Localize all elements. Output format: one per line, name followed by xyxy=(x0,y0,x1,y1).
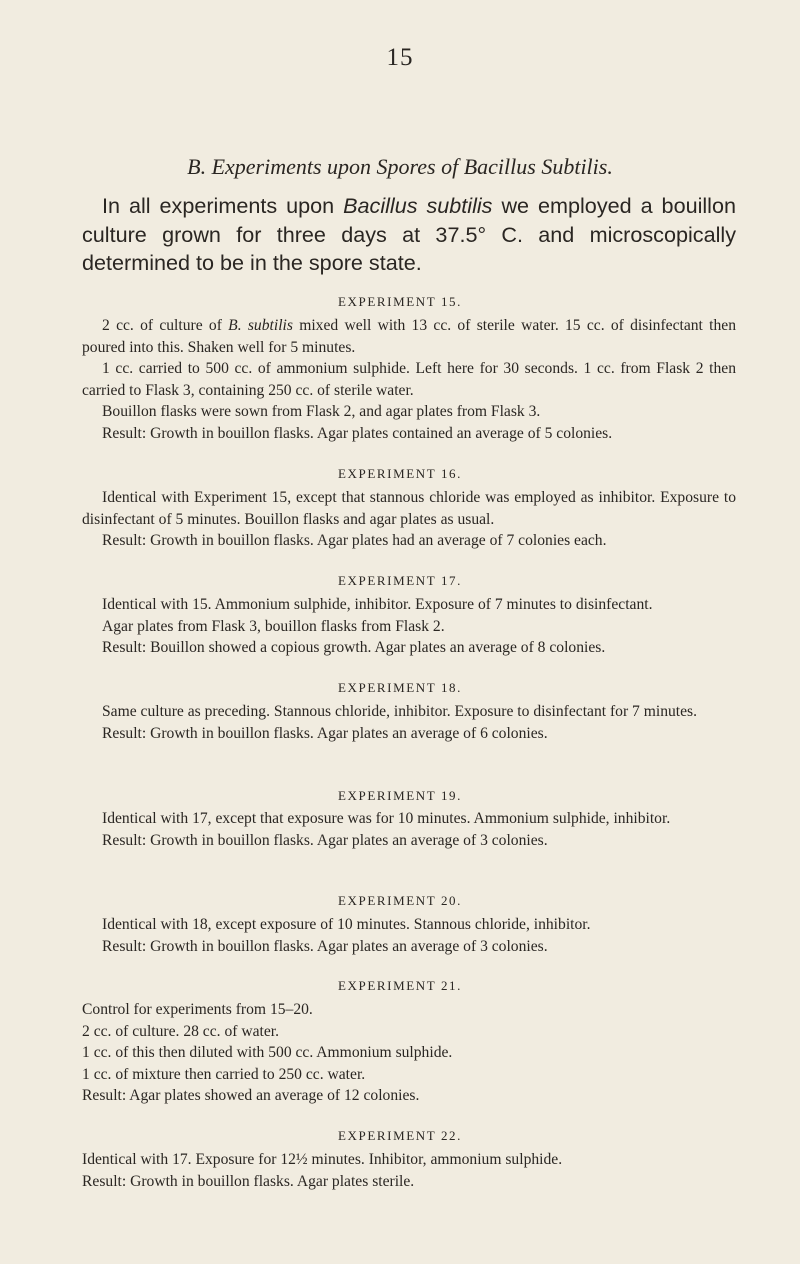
experiment-22-heading: EXPERIMENT 22. xyxy=(338,1128,462,1143)
experiment-17-result: Result: Bouillon showed a copious growth. Agar plates an average of 8 colonies. xyxy=(102,639,606,656)
experiment-15-result: Result: Growth in bouillon flasks. Agar plates contained an average of 5 colonies. xyxy=(102,424,613,442)
experiment-16-heading: EXPERIMENT 16. xyxy=(338,466,462,481)
experiment-22-result: Result: Growth in bouillon flasks. Agar plates sterile. xyxy=(82,1172,415,1190)
section-title: B. Experiments upon Spores of Bacillus Subtilis. xyxy=(187,154,613,179)
experiment-21-paragraph: 1 cc. of mixture then carried to 250 cc. water. xyxy=(82,1065,366,1083)
experiment-15-paragraph: Bouillon flasks were sown from Flask 2, and agar plates from Flask 3. xyxy=(102,403,541,420)
experiment-20-body xyxy=(82,914,736,957)
experiment-19-paragraph: Identical with 17, except that exposure was for 10 minutes. Ammonium sulphide, inhibitor. xyxy=(102,810,671,827)
intro-paragraph xyxy=(82,192,736,278)
experiment-21-heading: EXPERIMENT 21. xyxy=(338,978,462,993)
experiment-17-heading: EXPERIMENT 17. xyxy=(338,573,462,588)
experiment-17-paragraph: Agar plates from Flask 3, bouillon flasks from Flask 2. xyxy=(102,617,445,635)
experiment-21-result: Result: Agar plates showed an average of 12 colonies. xyxy=(82,1087,420,1104)
experiment-17-paragraph: Identical with 15. Ammonium sulphide, inhibitor. Exposure of 7 minutes to disinfectant. xyxy=(102,596,653,613)
experiment-18-paragraph: Same culture as preceding. Stannous chloride, inhibitor. Exposure to disinfectant for 7 minutes. xyxy=(102,703,698,720)
experiment-17-body xyxy=(82,594,736,659)
experiment-19-body xyxy=(82,808,736,851)
experiment-18-body xyxy=(82,701,736,744)
experiment-19-heading: EXPERIMENT 19. xyxy=(338,788,462,803)
experiment-20-result: Result: Growth in bouillon flasks. Agar plates an average of 3 colonies. xyxy=(102,937,548,955)
experiment-18-heading: EXPERIMENT 18. xyxy=(338,680,462,695)
page-number: 15 xyxy=(386,44,414,71)
experiment-21-paragraph: Control for experiments from 15–20. xyxy=(82,1001,313,1018)
experiment-15-species: B. subtilis xyxy=(228,317,293,334)
experiment-15-text-a: 2 cc. of culture of xyxy=(102,317,229,334)
experiment-20-heading: EXPERIMENT 20. xyxy=(338,893,462,908)
experiment-21-body xyxy=(82,999,736,1107)
experiment-19-result: Result: Growth in bouillon flasks. Agar plates an average of 3 colonies. xyxy=(102,831,548,849)
experiment-22-body xyxy=(82,1149,736,1192)
experiment-21-paragraph: 2 cc. of culture. 28 cc. of water. xyxy=(82,1022,280,1040)
experiment-15-body xyxy=(82,315,736,444)
intro-text-before: In all experiments upon xyxy=(102,193,344,218)
experiment-15-paragraph xyxy=(82,315,736,358)
experiment-16-result: Result: Growth in bouillon flasks. Agar plates had an average of 7 colonies each. xyxy=(102,532,607,549)
experiment-22-paragraph: Identical with 17. Exposure for 12½ minutes. Inhibitor, ammonium sulphide. xyxy=(82,1151,563,1168)
intro-text-after: we employed a bouillon culture grown for three days at 37.5° C. and microscopically determined to be in the spore state. xyxy=(82,193,736,275)
experiment-15-text-b: mixed well with 13 cc. of sterile water. 15 cc. of disinfectant then poured into this. Shaken well for 5 minutes. xyxy=(82,317,736,356)
experiment-15-paragraph: 1 cc. carried to 500 cc. of ammonium sulphide. Left here for 30 seconds. 1 cc. from Flask 2 then carried to Flask 3, containing 250 cc. of sterile water. xyxy=(82,360,736,399)
experiment-16-paragraph: Identical with Experiment 15, except that stannous chloride was employed as inhibitor. Exposure to disinfectant of 5 minutes. Bouillon flasks and agar plates as usual. xyxy=(82,489,736,528)
experiment-20-paragraph: Identical with 18, except exposure of 10 minutes. Stannous chloride, inhibitor. xyxy=(102,916,591,933)
intro-species: Bacillus subtilis xyxy=(343,193,493,218)
experiment-21-paragraph: 1 cc. of this then diluted with 500 cc. Ammonium sulphide. xyxy=(82,1044,453,1061)
experiment-15-heading: EXPERIMENT 15. xyxy=(338,294,462,309)
experiment-18-result: Result: Growth in bouillon flasks. Agar plates an average of 6 colonies. xyxy=(102,724,548,742)
experiment-16-body xyxy=(82,487,736,552)
